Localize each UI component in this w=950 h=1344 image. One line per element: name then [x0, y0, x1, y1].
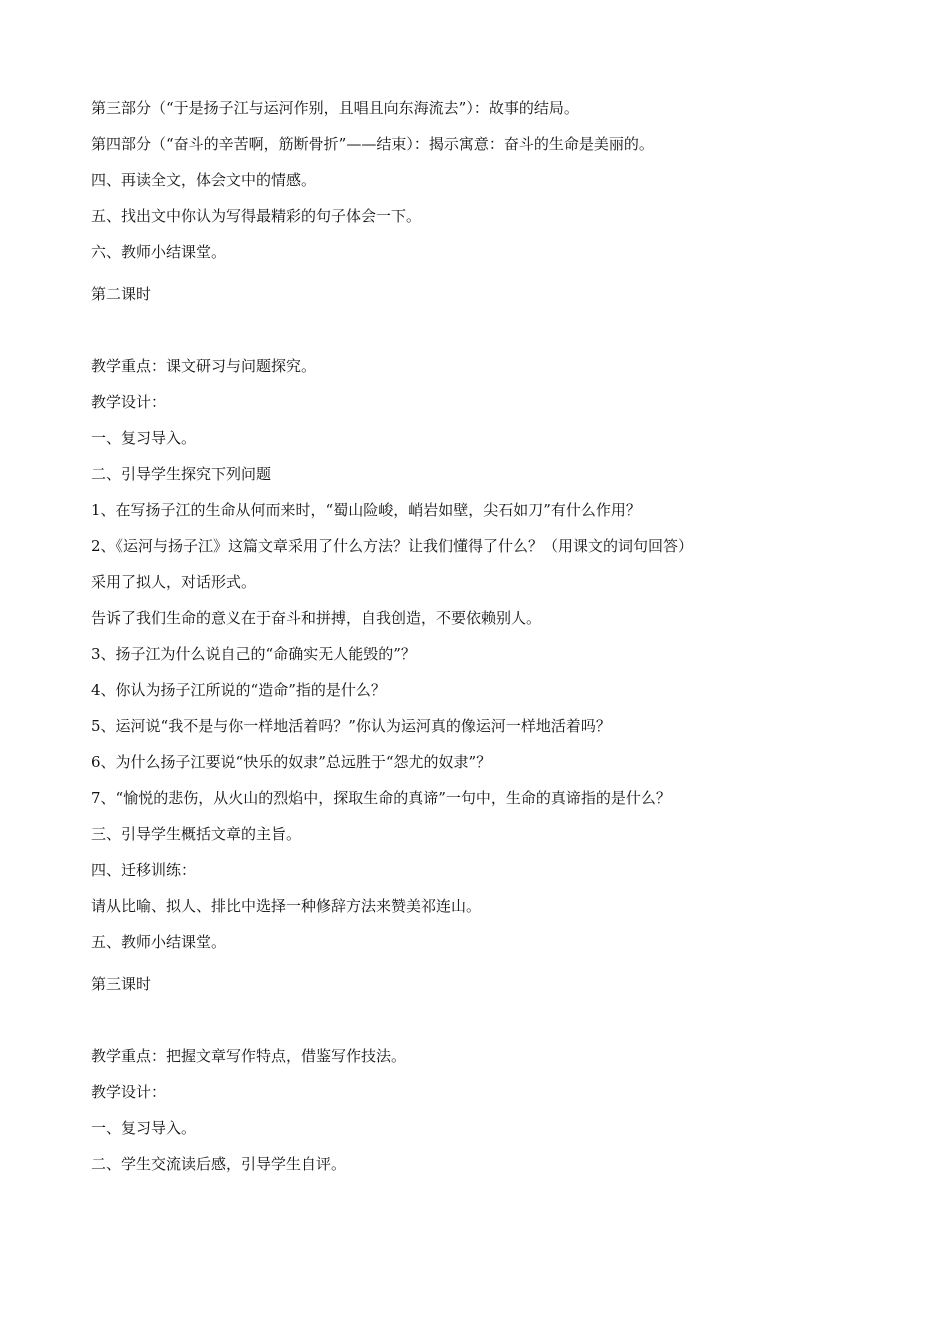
paragraph-teacher-summary: 五、教师小结课堂。: [91, 933, 227, 951]
paragraph-step-five: 五、找出文中你认为写得最精彩的句子体会一下。: [91, 207, 422, 225]
paragraph-rhetoric-task: 请从比喻、拟人、排比中选择一种修辞方法来赞美祁连山。: [91, 897, 482, 915]
paragraph-step-four: 四、再读全文，体会文中的情感。: [91, 171, 317, 189]
paragraph-step-six: 六、教师小结课堂。: [91, 243, 227, 261]
question-item: 3、扬子江为什么说自己的“命确实无人能毁的”？: [91, 645, 416, 663]
paragraph-review-intro: 一、复习导入。: [91, 429, 197, 447]
paragraph-reading-exchange: 二、学生交流读后感，引导学生自评。: [91, 1155, 347, 1173]
answer-item: 告诉了我们生命的意义在于奋斗和拼搏，自我创造，不要依赖别人。: [91, 609, 542, 627]
question-item: 2、《运河与扬子江》这篇文章采用了什么方法？让我们懂得了什么？（用课文的词句回答）: [91, 537, 694, 555]
answer-item: 采用了拟人，对话形式。: [91, 573, 257, 591]
paragraph-teaching-focus: 教学重点：把握文章写作特点，借鉴写作技法。: [91, 1047, 407, 1065]
paragraph-part-three: 第三部分（“于是扬子江与运河作别，且唱且向东海流去”）：故事的结局。: [91, 99, 579, 117]
question-item: 6、为什么扬子江要说“快乐的奴隶”总远胜于“怨尤的奴隶”？: [91, 753, 492, 771]
paragraph-summarize-theme: 三、引导学生概括文章的主旨。: [91, 825, 302, 843]
paragraph-teaching-focus: 教学重点：课文研习与问题探究。: [91, 357, 317, 375]
question-item: 7、“愉悦的悲伤，从火山的烈焰中，探取生命的真谛”一句中，生命的真谛指的是什么？: [91, 789, 671, 807]
question-item: 4、你认为扬子江所说的“造命”指的是什么？: [91, 681, 386, 699]
paragraph-teaching-design: 教学设计：: [91, 1083, 167, 1101]
section-heading-lesson-three: 第三课时: [91, 975, 152, 993]
question-item: 5、运河说“我不是与你一样地活着吗？”你认为运河真的像运河一样地活着吗？: [91, 717, 611, 735]
paragraph-review-intro: 一、复习导入。: [91, 1119, 197, 1137]
paragraph-teaching-design: 教学设计：: [91, 393, 167, 411]
question-item: 1、在写扬子江的生命从何而来时，“蜀山险峻，峭岩如壁，尖石如刀”有什么作用？: [91, 501, 641, 519]
paragraph-part-four: 第四部分（“奋斗的辛苦啊，筋断骨折”——结束）：揭示寓意：奋斗的生命是美丽的。: [91, 135, 654, 153]
document-body: [91, 98, 891, 1190]
paragraph-guide-questions: 二、引导学生探究下列问题: [91, 465, 272, 483]
section-heading-lesson-two: 第二课时: [91, 285, 152, 303]
paragraph-transfer-training: 四、迁移训练：: [91, 861, 197, 879]
